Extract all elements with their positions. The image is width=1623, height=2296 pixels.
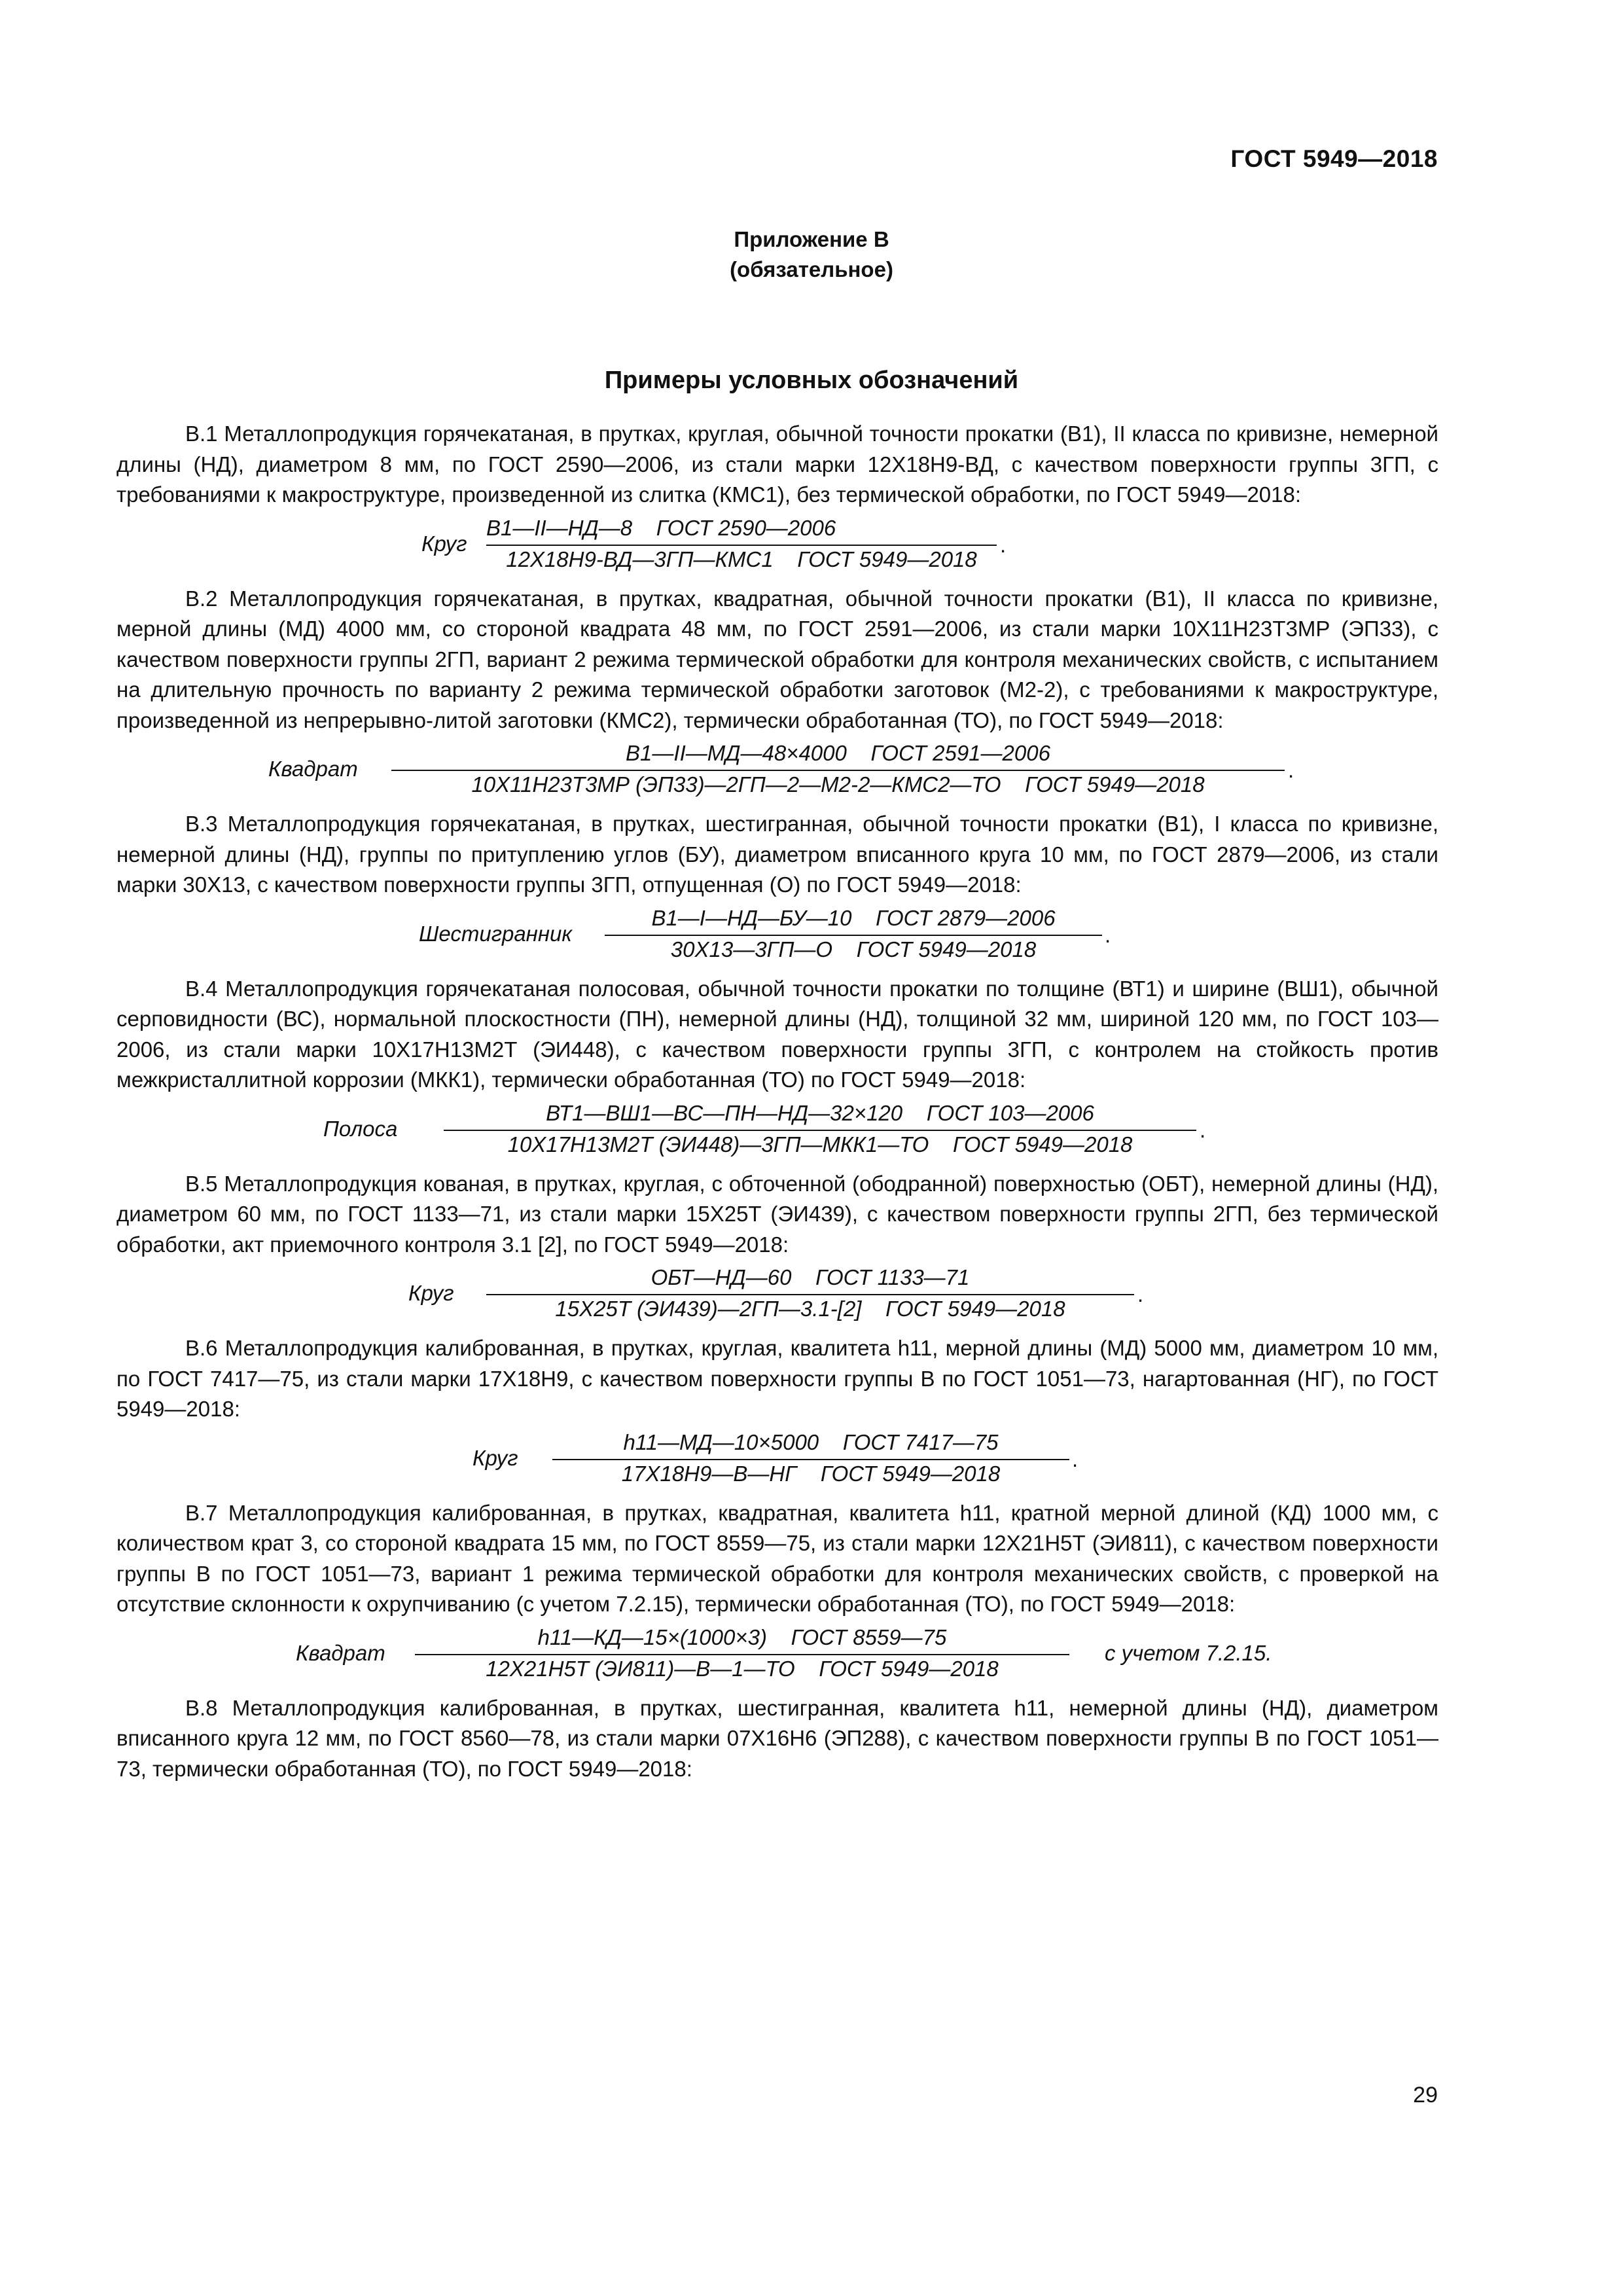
formula-label: Квадрат — [268, 757, 358, 781]
fraction-bar — [605, 935, 1102, 936]
designation-formula-b7 — [116, 1623, 1438, 1685]
formula-end-mark: . — [1200, 1117, 1206, 1142]
formula-end-mark: . — [1137, 1282, 1144, 1306]
example-paragraph-b7: В.7 Металлопродукция калиброванная, в прутках, квадратная, квалитета h11, кратной мерной длиной (КД) 1000 мм, с количеством крат 3, со стороной квадрата 15 мм, по ГОСТ 8559—75, из стали марки 12Х21Н5Т (ЭИ811), с качеством поверхности группы В по ГОСТ 1051—73, вариант 1 режима термической обработки для контроля механических свойств, с проверкой на отсутствие склонности к охрупчиванию (с учетом 7.2.15), термически обработанная (ТО), по ГОСТ 5949—2018: — [116, 1500, 1438, 1616]
fraction-bar — [444, 1130, 1196, 1131]
section-title: Примеры условных обозначений — [604, 367, 1019, 394]
example-paragraph-b1: В.1 Металлопродукция горячекатаная, в прутках, круглая, обычной точности прокатки (В1), II класса по кривизне, немерной длины (НД), диаметром 8 мм, по ГОСТ 2590—2006, из стали марки 12Х18Н9-ВД, с качеством поверхности группы 3ГП, с требованиями к макроструктуре, произведенной из слитка (КМС1), без термической обработки, по ГОСТ 5949—2018: — [116, 422, 1438, 507]
example-paragraph-b4: В.4 Металлопродукция горячекатаная полосовая, обычной точности прокатки по толщине (ВТ1) и ширине (ВШ1), обычной серповидности (ВС), нормальной плоскостности (ПН), немерной длины (НД), толщиной 32 мм, шириной 120 мм, по ГОСТ 103—2006, из стали марки 10Х17Н13М2Т (ЭИ448), с качеством поверхности группы 3ГП, с контролем на стойкость против межкристаллитной коррозии (МКК1), термически обработанная (ТО) по ГОСТ 5949—2018: — [116, 976, 1438, 1092]
formula-numerator: В1—I—НД—БУ—10 ГОСТ 2879—2006 — [651, 905, 1056, 930]
page-number: 29 — [1413, 2083, 1438, 2108]
appendix-title: Приложение В — [734, 227, 889, 251]
fraction-bar — [486, 545, 997, 546]
example-paragraph-b6: В.6 Металлопродукция калиброванная, в прутках, круглая, квалитета h11, мерной длины (МД) 5000 мм, диаметром 10 мм, по ГОСТ 7417—75, из стали марки 17Х18Н9, с качеством поверхности группы В по ГОСТ 1051—73, нагартованная (НГ), по ГОСТ 5949—2018: — [116, 1336, 1438, 1421]
formula-label: Круг — [421, 531, 467, 556]
formula-end-mark: . — [1000, 532, 1007, 557]
formula-end-mark: . — [1105, 922, 1111, 947]
designation-formula-b1 — [116, 513, 1438, 576]
formula-numerator: h11—КД—15×(1000×3) ГОСТ 8559—75 — [537, 1624, 947, 1649]
formula-denominator: 10Х17Н13М2Т (ЭИ448)—3ГП—МКК1—ТО ГОСТ 5949—2018 — [507, 1132, 1133, 1157]
example-paragraph-b3: В.3 Металлопродукция горячекатаная, в прутках, шестигранная, обычной точности прокатки (В1), I класса по кривизне, немерной длины (НД), группы по притуплению углов (БУ), диаметром вписанного круга 10 мм, по ГОСТ 2879—2006, из стали марки 30Х13, с качеством поверхности группы 3ГП, отпущенная (О) по ГОСТ 5949—2018: — [116, 812, 1438, 897]
designation-formula-b4 — [116, 1098, 1438, 1161]
designation-formula-b2 — [116, 738, 1438, 801]
formula-label: Полоса — [323, 1116, 398, 1141]
formula-denominator: 17Х18Н9—В—НГ ГОСТ 5949—2018 — [621, 1461, 1001, 1486]
formula-label: Круг — [408, 1281, 454, 1305]
formula-numerator: В1—II—МД—48×4000 ГОСТ 2591—2006 — [626, 741, 1050, 765]
example-paragraph-b8: В.8 Металлопродукция калиброванная, в прутках, шестигранная, квалитета h11, немерной длины (НД), диаметром вписанного круга 12 мм, по ГОСТ 8560—78, из стали марки 07Х16Н6 (ЭП288), с качеством поверхности группы В по ГОСТ 1051—73, термически обработанная (ТО), по ГОСТ 5949—2018: — [116, 1695, 1438, 1781]
formula-denominator: 10Х11Н23Т3МР (ЭП33)—2ГП—2—М2-2—КМС2—ТО ГОСТ 5949—2018 — [471, 772, 1205, 797]
appendix-heading — [0, 224, 1623, 285]
formula-end-mark: . — [1072, 1446, 1079, 1471]
example-paragraph-b5: В.5 Металлопродукция кованая, в прутках, круглая, с обточенной (ободранной) поверхностью (ОБТ), немерной длины (НД), диаметром 60 мм, по ГОСТ 1133—71, из стали марки 15Х25Т (ЭИ439), с качеством поверхности группы 2ГП, без термической обработки, акт приемочного контроля 3.1 [2], по ГОСТ 5949—2018: — [116, 1171, 1438, 1257]
formula-end-mark: . — [1288, 758, 1294, 782]
formula-numerator: h11—МД—10×5000 ГОСТ 7417—75 — [623, 1429, 999, 1454]
fraction-bar — [391, 770, 1285, 771]
designation-formula-b3 — [116, 903, 1438, 966]
formula-note: с учетом 7.2.15. — [1105, 1640, 1272, 1665]
fraction-bar — [415, 1654, 1069, 1655]
example-paragraph-b2: В.2 Металлопродукция горячекатаная, в прутках, квадратная, обычной точности прокатки (В1), II класса по кривизне, мерной длины (МД) 4000 мм, со стороной квадрата 48 мм, по ГОСТ 2591—2006, из стали марки 10Х11Н23Т3МР (ЭП33), с качеством поверхности группы 2ГП, вариант 2 режима термической обработки для контроля механических свойств, с испытанием на длительную прочность по варианту 2 режима термической обработки заготовок (М2-2), с требованиями к макроструктуре, произведенной из непрерывно-литой заготовки (КМС2), термически обработанная (ТО), по ГОСТ 5949—2018: — [116, 586, 1438, 732]
formula-label: Шестигранник — [419, 921, 572, 946]
document-code-header: ГОСТ 5949—2018 — [1230, 145, 1438, 172]
formula-numerator: ВТ1—ВШ1—ВС—ПН—НД—32×120 ГОСТ 103—2006 — [546, 1100, 1094, 1125]
formula-numerator: В1—II—НД—8 ГОСТ 2590—2006 — [486, 515, 836, 540]
formula-numerator: ОБТ—НД—60 ГОСТ 1133—71 — [651, 1265, 970, 1289]
fraction-bar — [486, 1294, 1134, 1295]
appendix-status: (обязательное) — [730, 257, 893, 281]
examples-content — [116, 419, 1438, 1784]
designation-formula-b5 — [116, 1263, 1438, 1325]
formula-label: Круг — [473, 1445, 518, 1470]
designation-formula-b6 — [116, 1427, 1438, 1490]
formula-denominator: 12Х21Н5Т (ЭИ811)—В—1—ТО ГОСТ 5949—2018 — [486, 1656, 999, 1681]
formula-denominator: 30Х13—3ГП—О ГОСТ 5949—2018 — [670, 937, 1037, 961]
formula-denominator: 15Х25Т (ЭИ439)—2ГП—3.1-[2] ГОСТ 5949—2018 — [555, 1297, 1065, 1321]
formula-label: Квадрат — [296, 1640, 385, 1665]
fraction-bar — [552, 1459, 1069, 1460]
formula-denominator: 12Х18Н9-ВД—3ГП—КМС1 ГОСТ 5949—2018 — [506, 547, 977, 571]
